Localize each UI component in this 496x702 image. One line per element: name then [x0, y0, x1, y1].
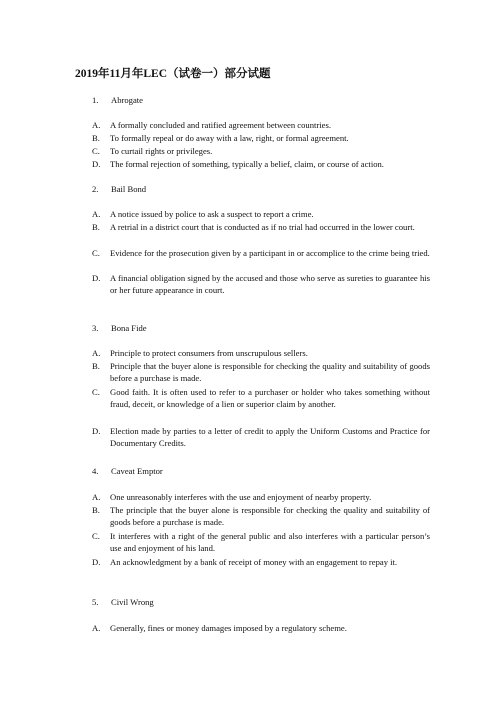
- question-number: 3.: [92, 323, 99, 333]
- option-letter: A.: [92, 209, 101, 219]
- option-letter: B.: [92, 133, 100, 143]
- option-letter: A.: [92, 348, 101, 358]
- q2-option-c: [92, 247, 430, 259]
- option-text: A retrial in a district court that is conducted as if no trial had occurred in the lower court.: [110, 222, 415, 232]
- q3-option-b: [92, 360, 430, 385]
- option-text: Election made by parties to a letter of credit to apply the Uniform Customs and Practice for Documentary Credits.: [110, 426, 430, 449]
- option-letter: C.: [92, 387, 100, 397]
- q2-option-a: [92, 208, 430, 220]
- option-text: The formal rejection of something, typically a belief, claim, or course of action.: [110, 159, 384, 169]
- option-text: To curtail rights or privileges.: [110, 146, 213, 156]
- option-letter: D.: [92, 273, 101, 283]
- question-term: Civil Wrong: [111, 597, 154, 607]
- question-2: [92, 183, 146, 195]
- q4-option-a: [92, 491, 430, 503]
- question-number: 5.: [92, 597, 99, 607]
- option-text: Principle to protect consumers from unscrupulous sellers.: [110, 348, 308, 358]
- q3-option-d: [92, 425, 430, 450]
- question-term: Abrogate: [111, 95, 143, 105]
- page-title: 2019年11月年LEC（试卷一）部分试题: [75, 68, 271, 80]
- question-term: Caveat Emptor: [111, 466, 163, 476]
- option-letter: D.: [92, 557, 101, 567]
- question-number: 2.: [92, 184, 99, 194]
- option-letter: B.: [92, 222, 100, 232]
- question-3: [92, 322, 147, 334]
- option-text: To formally repeal or do away with a law, right, or formal agreement.: [110, 133, 349, 143]
- q4-option-d: [92, 556, 430, 568]
- q4-option-b: [92, 504, 430, 529]
- question-number: 4.: [92, 466, 99, 476]
- question-1: [92, 94, 143, 106]
- option-text: The principle that the buyer alone is responsible for checking the quality and suitability of goods before a purchase is made.: [110, 505, 430, 528]
- option-text: Generally, fines or money damages imposed by a regulatory scheme.: [110, 623, 347, 633]
- option-letter: C.: [92, 531, 100, 541]
- option-letter: B.: [92, 505, 100, 515]
- option-text: One unreasonably interferes with the use and enjoyment of nearby property.: [110, 492, 372, 502]
- option-letter: C.: [92, 248, 100, 258]
- option-text: A notice issued by police to ask a suspect to report a crime.: [110, 209, 314, 219]
- question-number: 1.: [92, 95, 99, 105]
- option-text: Principle that the buyer alone is responsible for checking the quality and suitability of goods before a purchase is made.: [110, 361, 430, 384]
- q3-option-a: [92, 347, 430, 359]
- option-letter: A.: [92, 120, 101, 130]
- question-4: [92, 465, 163, 477]
- question-term: Bona Fide: [111, 323, 147, 333]
- option-text: A formally concluded and ratified agreement between countries.: [110, 120, 331, 130]
- option-letter: D.: [92, 426, 101, 436]
- q2-option-d: [92, 272, 430, 297]
- option-text: Good faith. It is often used to refer to a purchaser or holder who takes something without fraud, deceit, or knowledge of a lien or superior claim by another.: [110, 387, 430, 410]
- option-text: An acknowledgment by a bank of receipt of money with an engagement to repay it.: [110, 557, 398, 567]
- q1-option-a: [92, 119, 430, 131]
- option-letter: A.: [92, 623, 101, 633]
- option-letter: B.: [92, 361, 100, 371]
- q1-option-d: [92, 158, 430, 170]
- option-text: A financial obligation signed by the accused and those who serve as sureties to guarantee his or her future appearance in court.: [110, 273, 430, 296]
- q3-option-c: [92, 386, 430, 411]
- option-letter: A.: [92, 492, 101, 502]
- option-letter: C.: [92, 146, 100, 156]
- option-letter: D.: [92, 159, 101, 169]
- question-term: Bail Bond: [111, 184, 147, 194]
- question-5: [92, 596, 154, 608]
- q1-option-c: [92, 145, 430, 157]
- q1-option-b: [92, 132, 430, 144]
- option-text: It interferes with a right of the general public and also interferes with a particular person’s use and enjoyment of his land.: [110, 531, 430, 554]
- q5-option-a: [92, 622, 430, 634]
- option-text: Evidence for the prosecution given by a participant in or accomplice to the crime being tried.: [110, 248, 430, 258]
- q4-option-c: [92, 530, 430, 555]
- q2-option-b: [92, 221, 430, 233]
